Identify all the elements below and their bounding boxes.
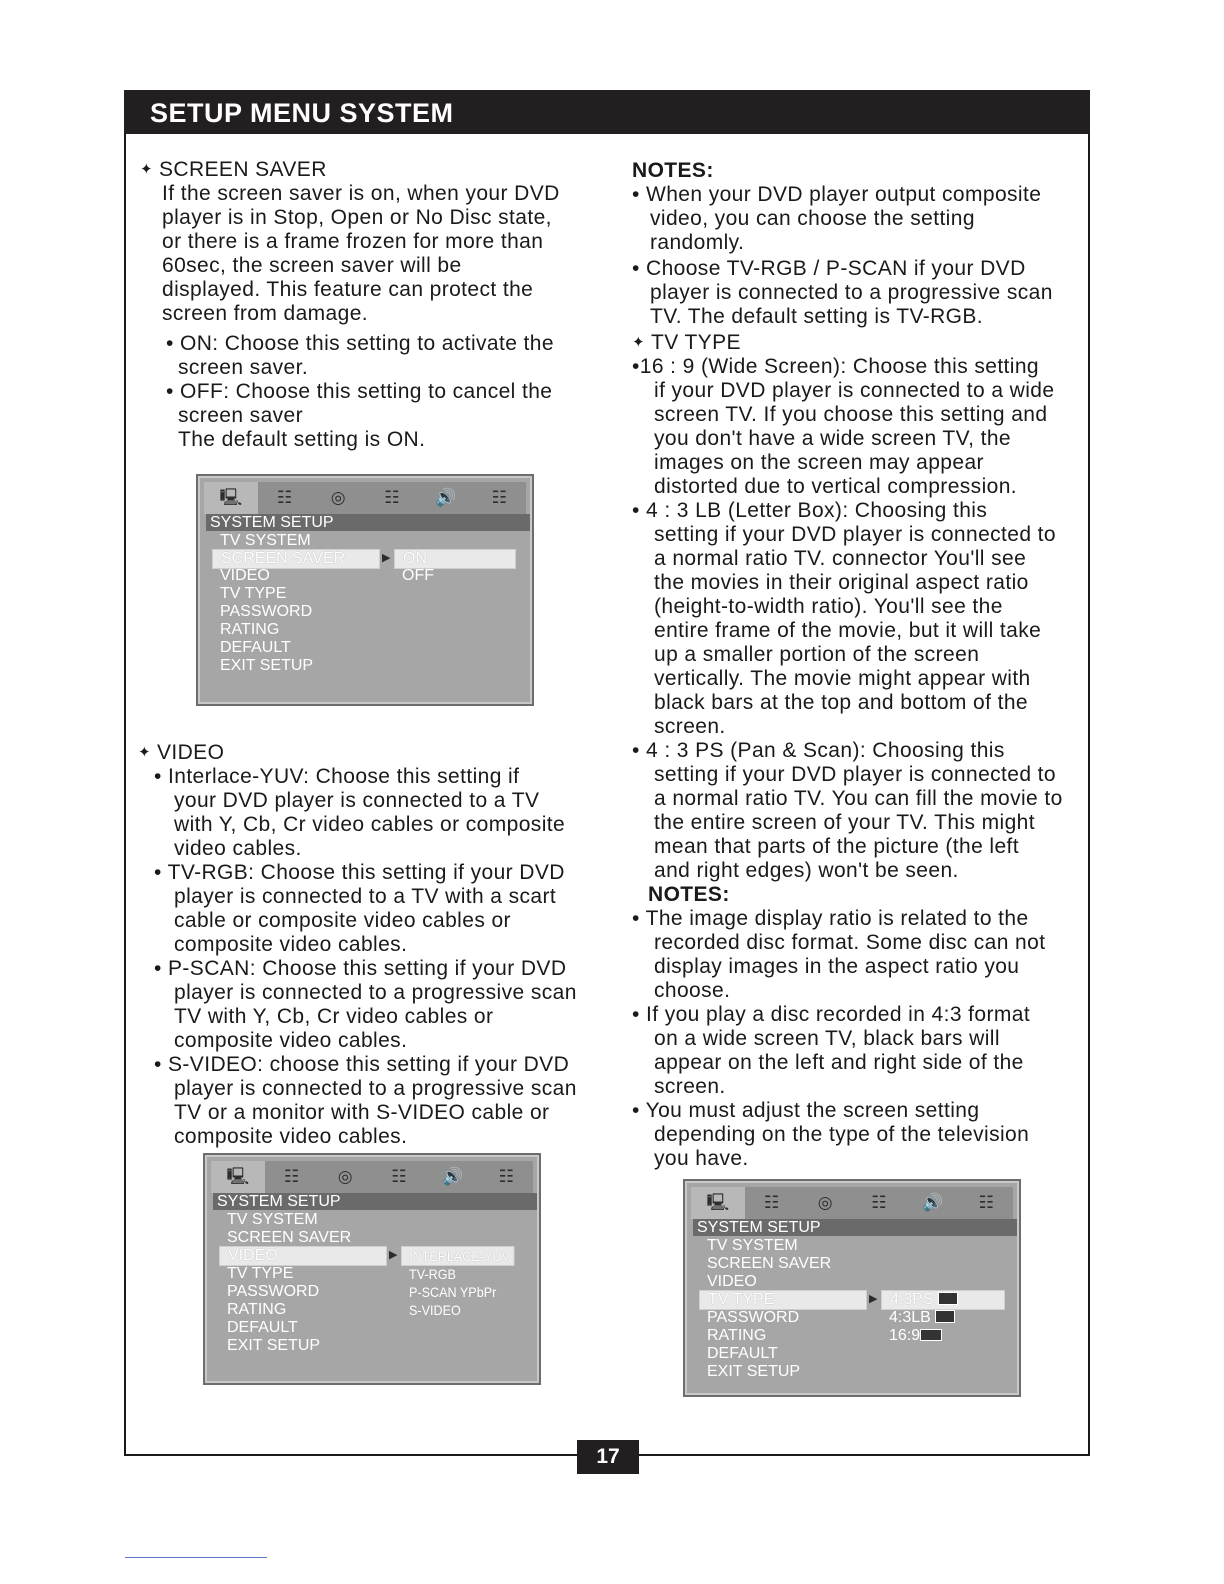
language-icon: ☷ bbox=[763, 1193, 780, 1212]
menu-item: PASSWORD bbox=[707, 1309, 800, 1326]
menu-item-selected: SCREEN SAVER bbox=[212, 549, 380, 569]
option: P-SCAN YPbPr bbox=[409, 1284, 497, 1300]
menu-item: TV SYSTEM bbox=[227, 1211, 318, 1228]
menu-title-bar: SYSTEM SETUP bbox=[206, 514, 530, 531]
option: 4:3LB bbox=[889, 1309, 955, 1327]
menu-item: RATING bbox=[220, 621, 280, 638]
menu-icon-bar bbox=[204, 482, 526, 514]
menu-item: PASSWORD bbox=[227, 1283, 320, 1300]
disc-icon: ◎ bbox=[337, 1167, 353, 1186]
menu-icon-bar bbox=[211, 1161, 533, 1193]
video-icon: ☷ bbox=[391, 1167, 407, 1186]
menu-item: TV SYSTEM bbox=[707, 1237, 798, 1254]
notes-item: • If you play a disc recorded in 4:3 format on a wide screen TV, black bars will appear on the left and right side of the screen. bbox=[632, 1003, 1031, 1098]
system-icon: 🖳 bbox=[691, 1187, 745, 1219]
menu-item: DEFAULT bbox=[707, 1345, 778, 1362]
menu-item: TV TYPE bbox=[227, 1265, 294, 1282]
page-number: 17 bbox=[577, 1440, 639, 1474]
menu-icon-bar bbox=[691, 1187, 1013, 1219]
notes-item: • When your DVD player output composite video, you can choose the setting randomly. bbox=[632, 183, 1042, 254]
tv-type-menu-screenshot bbox=[683, 1179, 1021, 1397]
menu-item: EXIT SETUP bbox=[227, 1337, 321, 1354]
option: OFF bbox=[402, 567, 434, 584]
menu-item: RATING bbox=[707, 1327, 767, 1344]
option: TV-RGB bbox=[409, 1266, 456, 1282]
screen-saver-menu-screenshot bbox=[196, 474, 534, 706]
preference-icon: ☷ bbox=[491, 488, 507, 507]
screen-ratio-icon bbox=[935, 1310, 955, 1323]
right-column bbox=[632, 159, 1087, 1171]
menu-item: TV TYPE bbox=[220, 585, 287, 602]
speaker-icon: 🔊 bbox=[921, 1193, 944, 1212]
video-item: • Interlace-YUV: Choose this setting if your DVD player is connected to a TV with Y, Cb, Cr video cables or composite video cables. bbox=[154, 765, 566, 860]
screen-ratio-icon bbox=[920, 1329, 942, 1341]
preference-icon: ☷ bbox=[498, 1167, 514, 1186]
video-icon: ☷ bbox=[384, 488, 400, 507]
language-icon: ☷ bbox=[283, 1167, 300, 1186]
menu-item: DEFAULT bbox=[227, 1319, 298, 1336]
left-column bbox=[140, 158, 610, 452]
tv-type-item: •16 : 9 (Wide Screen): Choose this setting if your DVD player is connected to a wide screen TV. If you choose this setting and you don't have a wide screen TV, the images on the screen may appear distorted due to vertical compression. bbox=[632, 355, 1055, 498]
tv-type-item: • 4 : 3 LB (Letter Box): Choosing this setting if your DVD player is connected to a normal ratio TV. connector You'll see the movies in their original aspect ratio (height-to-width ratio). You'll see the entire frame of the movie, but it will take up a smaller portion of the screen vertically. The movie might appear with black bars at the top and bottom of the screen. bbox=[632, 499, 1056, 738]
option: S-VIDEO bbox=[409, 1302, 461, 1318]
screen-saver-description: If the screen saver is on, when your DVD player is in Stop, Open or No Disc state, or there is a frame frozen for more than 60sec, the screen saver will be displayed. This feature can protect the screen from damage. bbox=[162, 182, 560, 325]
footer-divider bbox=[125, 1557, 267, 1558]
video-item: • TV-RGB: Choose this setting if your DVD player is connected to a TV with a scart cable or composite video cables or composite video cables. bbox=[154, 861, 565, 956]
video-item: • S-VIDEO: choose this setting if your DVD player is connected to a progressive scan TV or a monitor with S-VIDEO cable or composite video cables. bbox=[154, 1053, 577, 1148]
menu-title-bar: SYSTEM SETUP bbox=[693, 1219, 1017, 1236]
play-arrow-icon: ▶ bbox=[869, 1293, 878, 1305]
menu-item: TV SYSTEM bbox=[220, 532, 311, 549]
option-selected: 4:3PS bbox=[881, 1290, 1005, 1310]
disc-icon: ◎ bbox=[330, 488, 346, 507]
tv-type-item: • 4 : 3 PS (Pan & Scan): Choosing this setting if your DVD player is connected to a normal ratio TV. You can fill the movie to the entire screen of your TV. This might mean that parts of the picture (the left and right edges) won't be seen. bbox=[632, 739, 1063, 882]
option-selected: INTERLACE-YUV bbox=[401, 1246, 514, 1266]
page-title: SETUP MENU SYSTEM bbox=[124, 90, 1090, 134]
speaker-icon: 🔊 bbox=[441, 1167, 464, 1186]
menu-item: RATING bbox=[227, 1301, 287, 1318]
notes-item: • You must adjust the screen setting depending on the type of the television you have. bbox=[632, 1099, 1030, 1170]
menu-item: EXIT SETUP bbox=[220, 657, 314, 674]
screen-saver-options-text: • ON: Choose this setting to activate the screen saver. • OFF: Choose this setting to cancel the screen saver The default setting is ON. bbox=[166, 332, 554, 451]
video-heading: ✦ VIDEO bbox=[138, 741, 613, 765]
video-icon: ☷ bbox=[871, 1193, 887, 1212]
speaker-icon: 🔊 bbox=[434, 488, 457, 507]
language-icon: ☷ bbox=[276, 488, 293, 507]
screen-ratio-icon bbox=[938, 1292, 958, 1305]
video-item: • P-SCAN: Choose this setting if your DVD player is connected to a progressive scan TV with Y, Cb, Cr video cables or composite video cables. bbox=[154, 957, 577, 1052]
menu-title-bar: SYSTEM SETUP bbox=[213, 1193, 537, 1210]
option-selected: ON bbox=[394, 549, 516, 569]
notes-heading: NOTES: bbox=[648, 883, 730, 906]
disc-icon: ◎ bbox=[817, 1193, 833, 1212]
menu-item: SCREEN SAVER bbox=[227, 1229, 352, 1246]
notes-item: • Choose TV-RGB / P-SCAN if your DVD player is connected to a progressive scan TV. The default setting is TV-RGB. bbox=[632, 257, 1053, 328]
option: 16:9 bbox=[889, 1327, 942, 1345]
notes-heading: NOTES: bbox=[632, 159, 714, 182]
video-section bbox=[138, 741, 613, 1149]
preference-icon: ☷ bbox=[978, 1193, 994, 1212]
tv-type-heading: ✦ TV TYPE bbox=[632, 331, 1087, 355]
menu-item: SCREEN SAVER bbox=[707, 1255, 832, 1272]
video-menu-screenshot bbox=[203, 1153, 541, 1385]
notes-item: • The image display ratio is related to the recorded disc format. Some disc can not display images in the aspect ratio you choose. bbox=[632, 907, 1046, 1002]
screen-saver-heading: ✦ SCREEN SAVER bbox=[140, 158, 610, 182]
menu-item: VIDEO bbox=[220, 567, 270, 584]
system-icon: 🖳 bbox=[211, 1161, 265, 1193]
menu-item: EXIT SETUP bbox=[707, 1363, 801, 1380]
system-icon: 🖳 bbox=[204, 482, 258, 514]
play-arrow-icon: ▶ bbox=[389, 1249, 398, 1261]
menu-item: VIDEO bbox=[707, 1273, 757, 1290]
menu-item: DEFAULT bbox=[220, 639, 291, 656]
menu-item: PASSWORD bbox=[220, 603, 313, 620]
play-arrow-icon: ▶ bbox=[382, 552, 391, 564]
menu-item-selected: VIDEO bbox=[219, 1246, 387, 1266]
menu-item-selected: TV TYPE bbox=[699, 1290, 867, 1310]
